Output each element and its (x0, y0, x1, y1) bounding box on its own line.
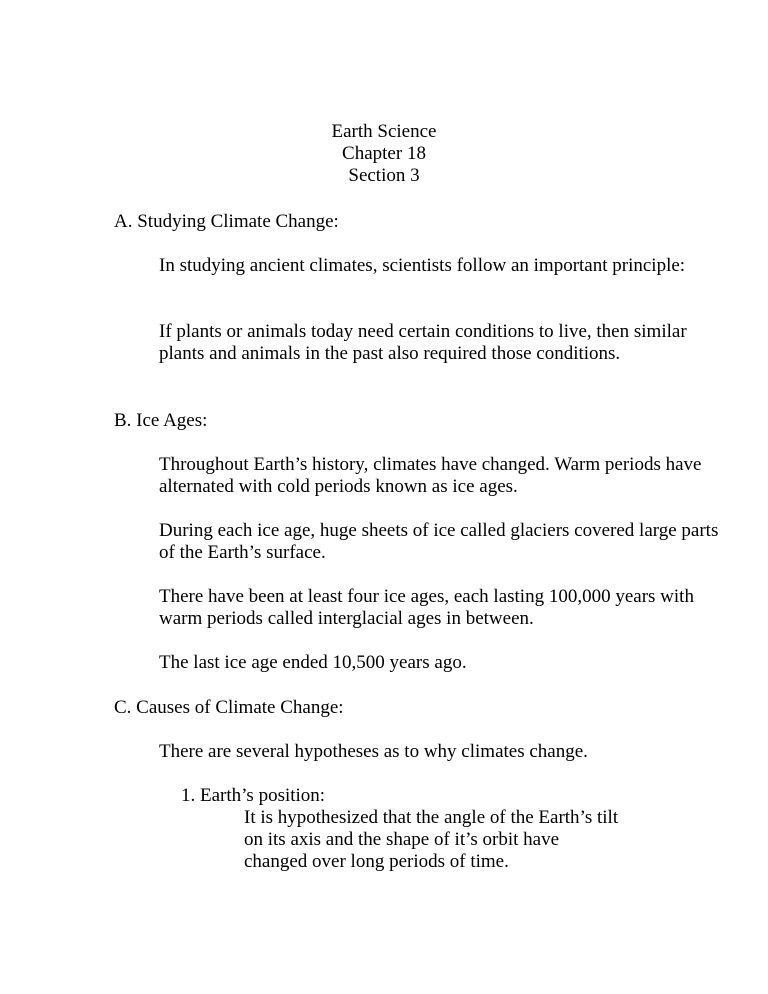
section-b-paragraph-2: During each ice age, huge sheets of ice called glaciers covered large parts of the Earth’s surface. (159, 520, 719, 563)
chapter-label: Chapter 18 (342, 143, 426, 164)
course-title: Earth Science (331, 121, 437, 142)
section-c-item-1-body: It is hypothesized that the angle of the Earth’s tilt on its axis and the shape of it’s orbit have changed over long periods of time. (244, 807, 619, 872)
section-label: Section 3 (348, 165, 420, 186)
section-c-paragraph-1: There are several hypotheses as to why climates change. (159, 741, 588, 762)
section-c-heading: C. Causes of Climate Change: (114, 697, 344, 718)
section-a-heading: A. Studying Climate Change: (114, 211, 339, 232)
section-b-paragraph-3: There have been at least four ice ages, each lasting 100,000 years with warm periods called interglacial ages in between. (159, 586, 694, 629)
section-b-paragraph-4: The last ice age ended 10,500 years ago. (159, 652, 467, 673)
section-b-heading: B. Ice Ages: (114, 410, 208, 431)
section-b-paragraph-1: Throughout Earth’s history, climates have changed. Warm periods have alternated with cold periods known as ice ages. (159, 454, 702, 497)
section-c-item-1-label: 1. Earth’s position: (181, 785, 326, 806)
document-header (0, 121, 768, 187)
section-a-paragraph-1: In studying ancient climates, scientists follow an important principle: (159, 255, 686, 276)
section-a-paragraph-2: If plants or animals today need certain conditions to live, then similar plants and animals in the past also required those conditions. (159, 321, 687, 364)
